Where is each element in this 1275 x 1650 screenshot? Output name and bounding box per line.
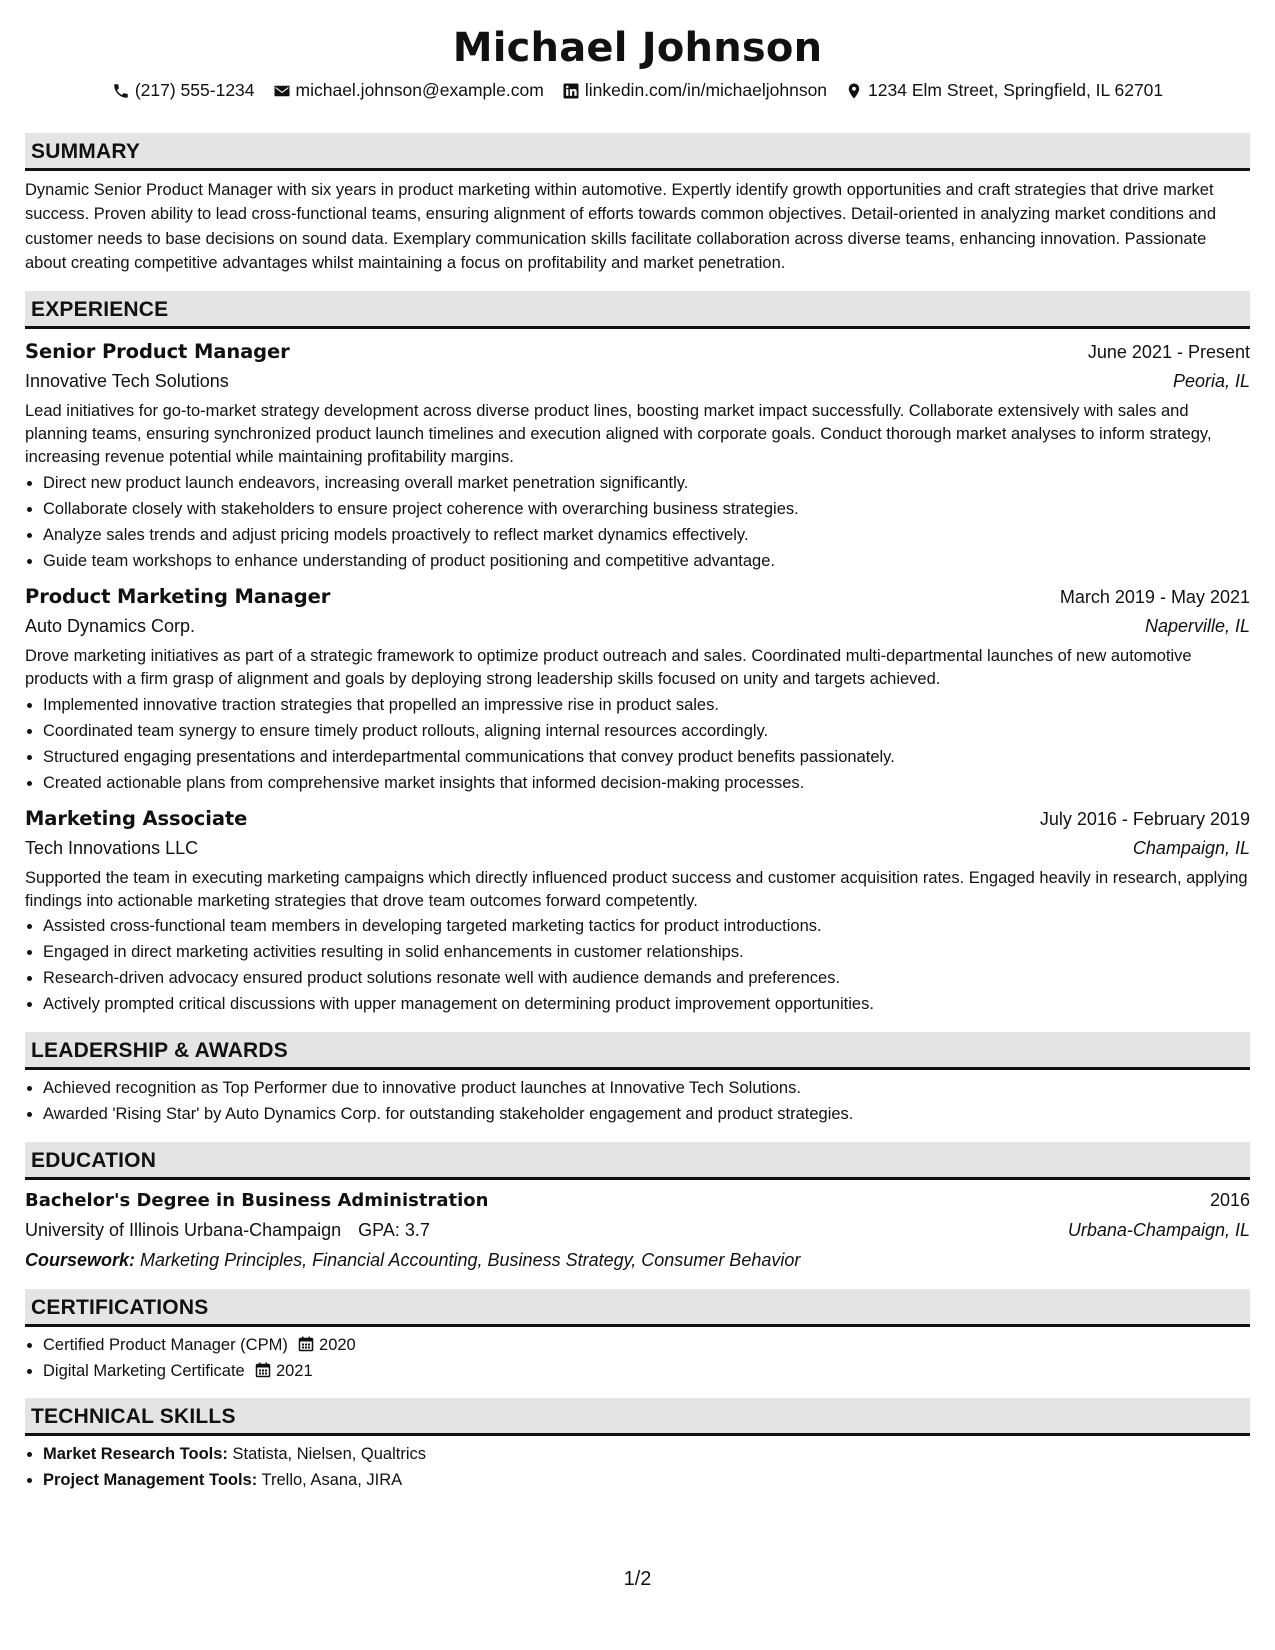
job-location: Champaign, IL <box>1132 837 1250 858</box>
degree-title: Bachelor's Degree in Business Administration <box>25 1190 489 1212</box>
contact-linkedin[interactable] <box>562 80 827 101</box>
education-heading: EDUCATION <box>25 1142 1250 1180</box>
summary-heading: SUMMARY <box>25 133 1250 171</box>
map-pin-icon <box>845 82 863 100</box>
skills-list <box>25 1441 1250 1493</box>
skill-value: Statista, Nielsen, Qualtrics <box>232 1445 427 1464</box>
award-bullets <box>25 1075 1250 1127</box>
job-bullet: • Assisted cross-functional team members in developing targeted marketing tactics for product introductions. <box>43 913 1250 939</box>
job-title: Product Marketing Manager <box>25 584 331 608</box>
job-location: Naperville, IL <box>1144 615 1250 636</box>
job-bullets <box>25 692 1250 796</box>
job-entry <box>25 805 1250 1018</box>
coursework-list: Marketing Principles, Financial Accounting, Business Strategy, Consumer Behavior <box>140 1250 801 1271</box>
job-bullet: • Collaborate closely with stakeholders to ensure project coherence with overarching business strategies. <box>43 496 1250 522</box>
skill-label: Market Research Tools: <box>43 1445 228 1464</box>
education-section <box>25 1142 1250 1275</box>
candidate-name: Michael Johnson <box>452 25 823 71</box>
job-dates: July 2016 - February 2019 <box>1039 808 1250 829</box>
coursework-line <box>25 1245 1250 1275</box>
job-company: Innovative Tech Solutions <box>25 370 229 391</box>
job-bullet: • Guide team workshops to enhance understanding of product positioning and competitive advantage. <box>43 548 1250 574</box>
job-bullet: • Coordinated team synergy to ensure timely product rollouts, aligning internal resources accordingly. <box>43 718 1250 744</box>
resume-page <box>25 0 1250 1493</box>
graduation-year: 2016 <box>1209 1190 1250 1211</box>
job-bullets <box>25 470 1250 574</box>
job-title: Marketing Associate <box>25 806 248 830</box>
summary-text: Dynamic Senior Product Manager with six years in product marketing within automotive. Expertly identify growth opportunities and craft strategies that drive market success. Proven ability to lead cross-functional teams, ensuring alignment of efforts towards common objectives. Detail-oriented in analyzing market conditions and customer needs to base decisions on sound data. Exemplary communication skills facilitate collaboration across diverse teams, enhancing innovation. Passionate about creating competitive advantages whilst maintaining a focus on profitability and market penetration. <box>25 181 1217 273</box>
school-location: Urbana-Champaign, IL <box>1067 1220 1250 1241</box>
envelope-icon <box>273 82 291 100</box>
job-bullet: • Created actionable plans from comprehensive market insights that informed decision-making processes. <box>43 770 1250 796</box>
job-bullet: • Analyze sales trends and adjust pricing models proactively to reflect market dynamics effectively. <box>43 522 1250 548</box>
leadership-section <box>25 1032 1250 1127</box>
cert-name: Certified Product Manager (CPM) <box>43 1336 288 1355</box>
email-text[interactable]: michael.johnson@example.com <box>295 80 544 100</box>
cert-list <box>25 1332 1250 1384</box>
calendar-icon <box>298 1336 314 1352</box>
phone-text: (217) 555-1234 <box>134 80 255 100</box>
contact-phone <box>112 80 255 101</box>
job-bullet: • Actively prompted critical discussions with upper management on determining product improvement opportunities. <box>43 991 1250 1017</box>
job-dates: March 2019 - May 2021 <box>1059 586 1250 607</box>
job-description: Drove marketing initiatives as part of a strategic framework to optimize product outreach and sales. Coordinated multi-departmental launches of new automotive products with a firm grasp of alignment and goals by deploying strong leadership skills focused on unity and targets achieved. <box>25 646 1192 689</box>
experience-section <box>25 291 1250 1018</box>
cert-item <box>43 1332 1250 1358</box>
contact-bar <box>25 80 1250 101</box>
page-number: 1/2 <box>623 1568 652 1590</box>
award-item: • Awarded 'Rising Star' by Auto Dynamics Corp. for outstanding stakeholder engagement and product strategies. <box>43 1101 1250 1127</box>
job-bullet: • Research-driven advocacy ensured product solutions resonate well with audience demands and preferences. <box>43 965 1250 991</box>
skill-item <box>43 1441 1250 1467</box>
address-text: 1234 Elm Street, Springfield, IL 62701 <box>868 80 1164 100</box>
contact-email[interactable] <box>273 80 544 101</box>
job-bullet: • Direct new product launch endeavors, increasing overall market penetration significantly. <box>43 470 1250 496</box>
coursework-label: Coursework: <box>25 1250 136 1271</box>
skills-heading: TECHNICAL SKILLS <box>25 1398 1250 1436</box>
job-description: Lead initiatives for go-to-market strategy development across diverse product lines, boosting market impact successfully. Collaborate extensively with sales and planning teams, ensuring synchronized product launch timelines and execution aligned with corporate goals. Conduct thorough market analyses to inform strategy, increasing revenue potential while maintaining profitability margins. <box>25 401 1212 467</box>
linkedin-icon <box>562 82 580 100</box>
certifications-heading: CERTIFICATIONS <box>25 1289 1250 1327</box>
linkedin-text[interactable]: linkedin.com/in/michaeljohnson <box>584 80 828 100</box>
job-bullet: • Structured engaging presentations and interdepartmental communications that convey product benefits passionately. <box>43 744 1250 770</box>
school-line <box>25 1215 430 1245</box>
cert-year: 2021 <box>275 1362 313 1381</box>
job-title: Senior Product Manager <box>25 339 290 363</box>
cert-year: 2020 <box>319 1336 356 1355</box>
calendar-icon <box>255 1362 271 1378</box>
certifications-section <box>25 1289 1250 1384</box>
job-bullet: • Engaged in direct marketing activities resulting in solid enhancements in customer relationships. <box>43 939 1250 965</box>
skills-section <box>25 1398 1250 1493</box>
job-location: Peoria, IL <box>1172 370 1250 391</box>
skill-value: Trello, Asana, JIRA <box>261 1471 403 1490</box>
skill-item <box>43 1467 1250 1493</box>
gpa: GPA: 3.7 <box>358 1220 430 1241</box>
summary-section <box>25 133 1250 276</box>
cert-name: Digital Marketing Certificate <box>43 1362 245 1381</box>
school-name: University of Illinois Urbana-Champaign <box>25 1220 342 1241</box>
contact-address <box>845 80 1163 101</box>
job-entry <box>25 338 1250 574</box>
job-dates: June 2021 - Present <box>1087 341 1250 362</box>
cert-item <box>43 1358 1250 1384</box>
phone-icon <box>112 82 130 100</box>
experience-heading: EXPERIENCE <box>25 291 1250 329</box>
job-bullets <box>25 913 1250 1017</box>
leadership-heading: LEADERSHIP & AWARDS <box>25 1032 1250 1070</box>
job-bullet: • Implemented innovative traction strategies that propelled an impressive rise in product sales. <box>43 692 1250 718</box>
job-entry <box>25 583 1250 796</box>
skill-label: Project Management Tools: <box>43 1471 258 1490</box>
job-company: Tech Innovations LLC <box>25 837 199 858</box>
award-item: • Achieved recognition as Top Performer due to innovative product launches at Innovative Tech Solutions. <box>43 1075 1250 1101</box>
job-company: Auto Dynamics Corp. <box>25 615 196 636</box>
job-description: Supported the team in executing marketing campaigns which directly influenced product success and customer acquisition rates. Engaged heavily in research, applying findings into actionable marketing strategies that drove team outcomes forward competently. <box>25 868 1248 911</box>
